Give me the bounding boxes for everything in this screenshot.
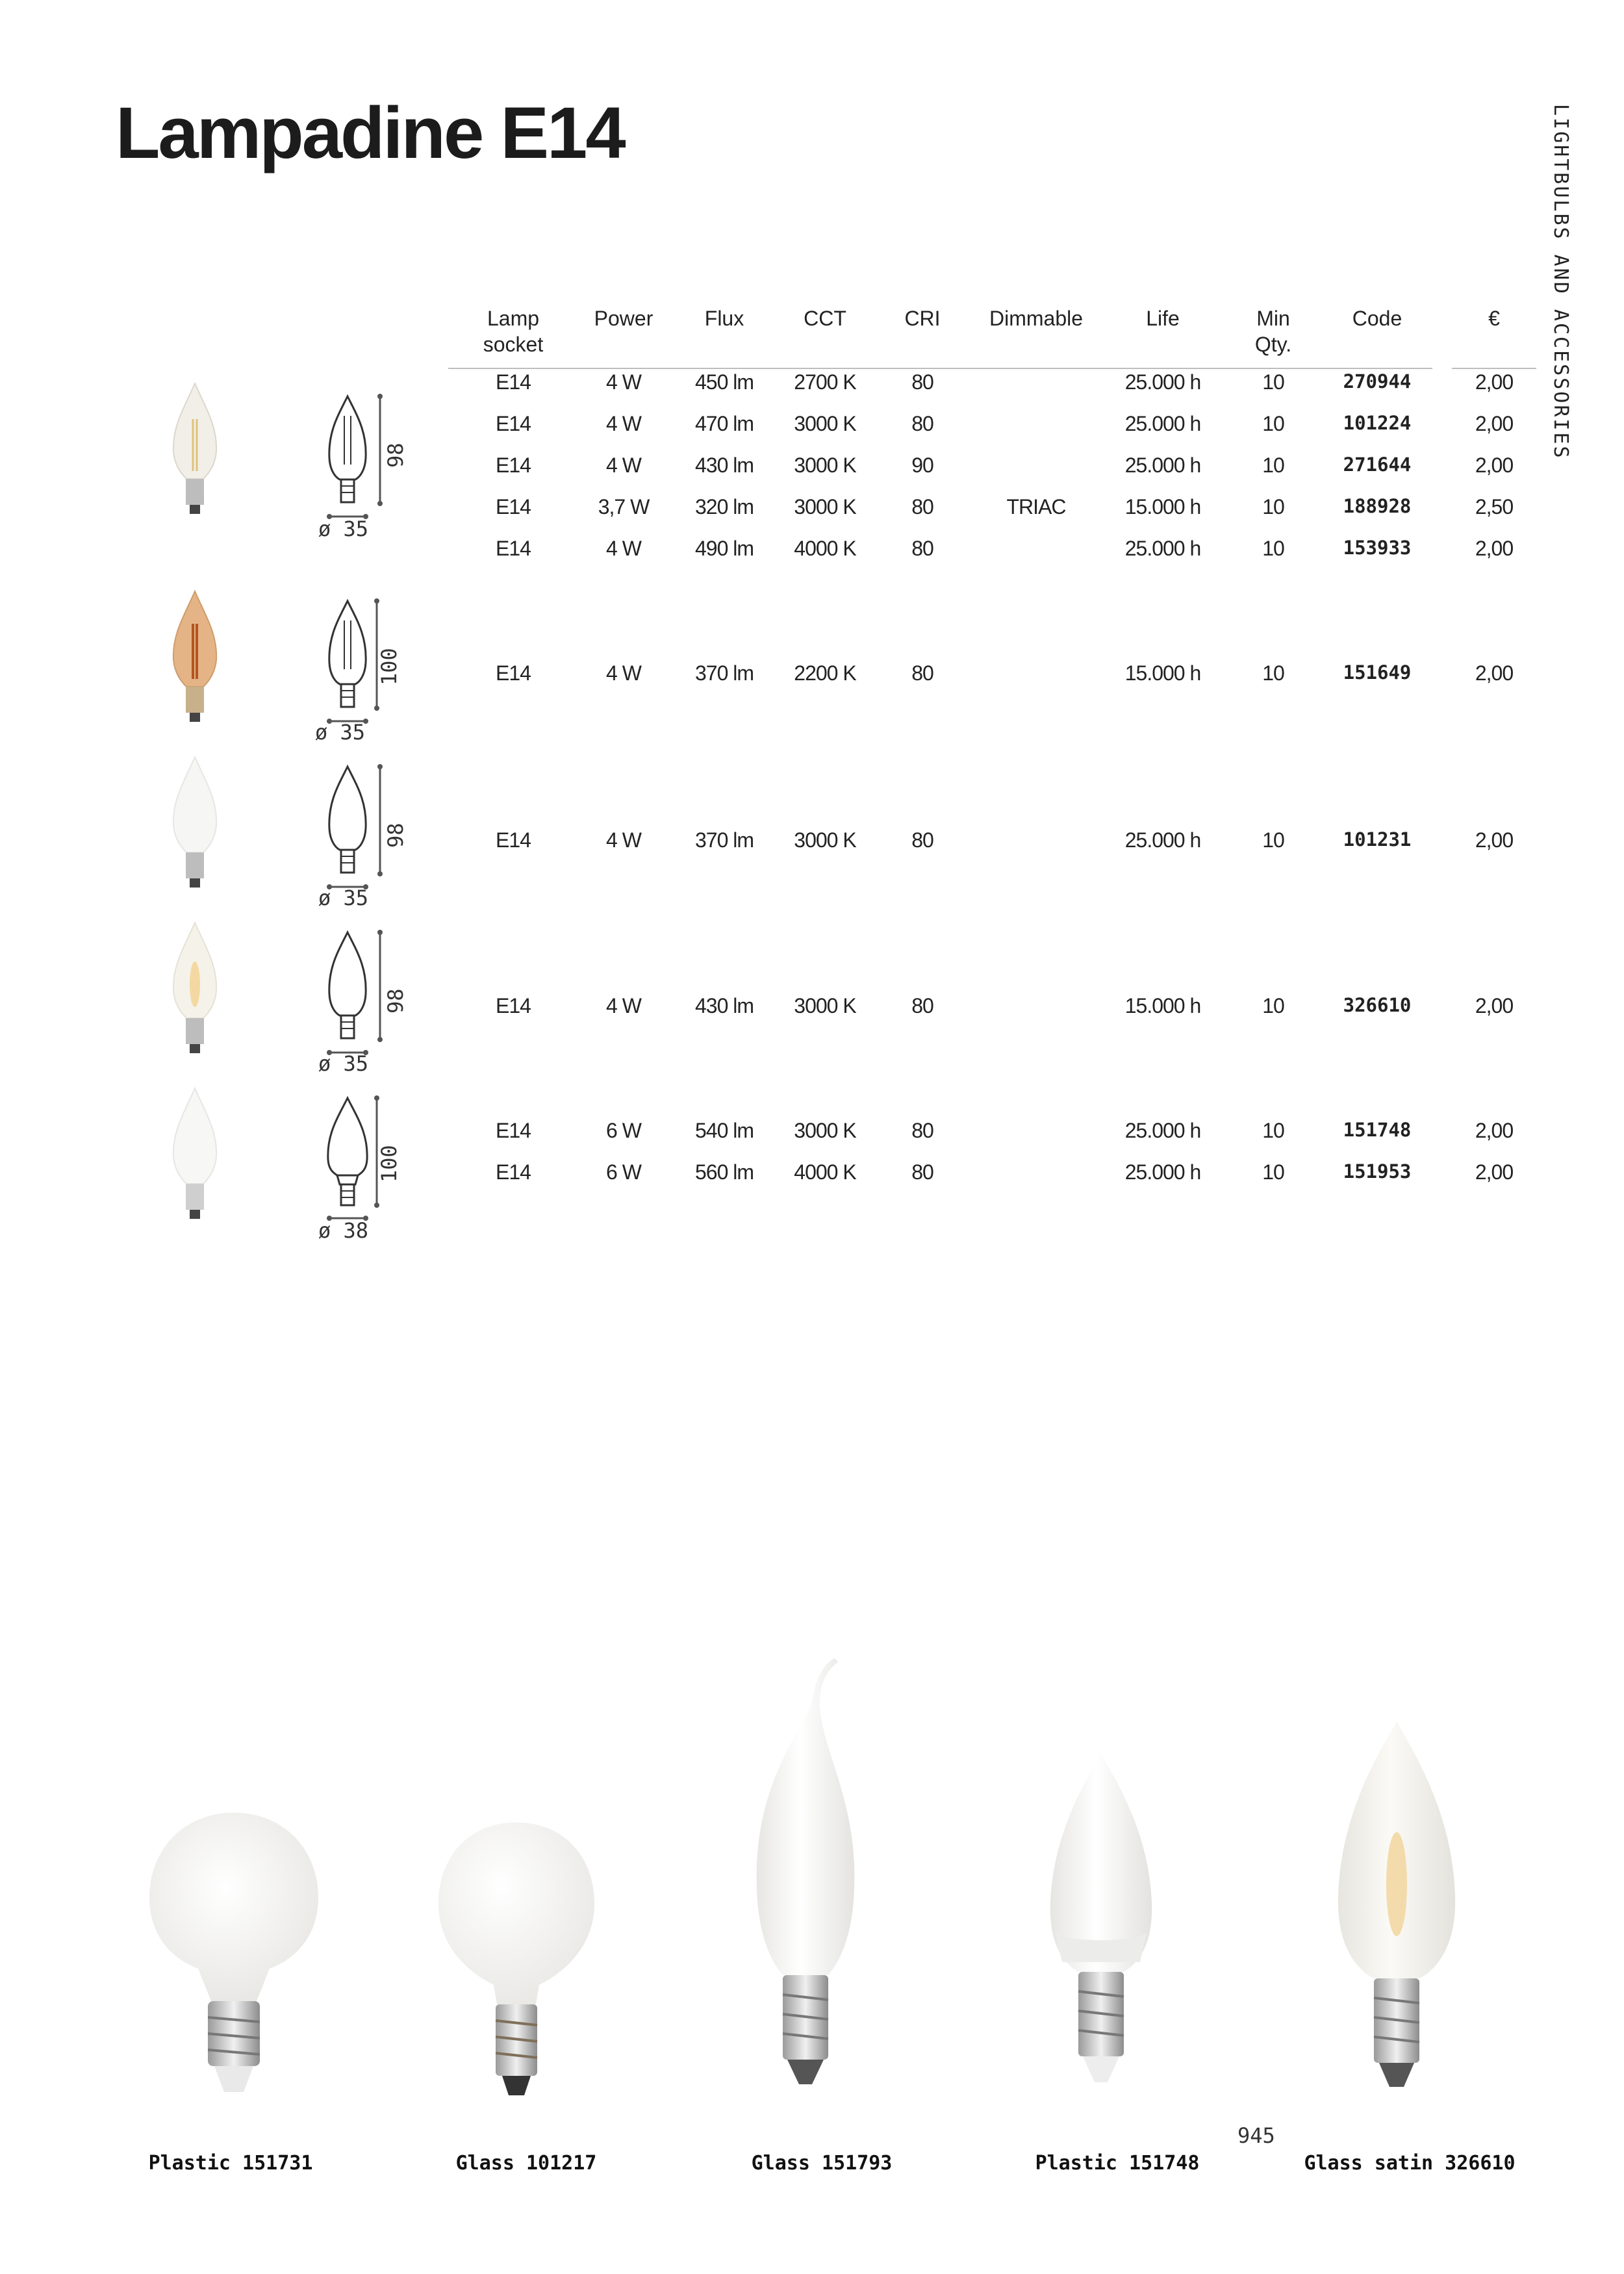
cell-cri: 80: [911, 495, 933, 518]
cell-flux: 320 lm: [694, 495, 754, 518]
cell-flux: 540 lm: [694, 1119, 754, 1142]
cell-power: 4 W: [606, 828, 641, 852]
cell-cri: 80: [911, 1160, 933, 1184]
cell-life: 25.000 h: [1124, 537, 1201, 560]
page-title: Lampadine E14: [116, 92, 624, 173]
caption-plastic-151748: Plastic 151748: [1035, 2152, 1200, 2175]
header-price: €: [1488, 307, 1500, 330]
cell-dimmable: TRIAC: [1006, 495, 1066, 518]
cell-flux: 560 lm: [694, 1160, 754, 1184]
cell-cri: 80: [911, 828, 933, 852]
cell-price: 2,00: [1475, 1119, 1514, 1142]
cell-price: 2,00: [1475, 994, 1514, 1017]
header-minqty: Min Qty.: [1254, 307, 1292, 356]
header-flux: Flux: [704, 307, 744, 330]
cell-life: 15.000 h: [1124, 495, 1201, 518]
cell-cri: 80: [911, 1119, 933, 1142]
cell-cri: 80: [911, 994, 933, 1017]
cell-socket: E14: [496, 412, 531, 435]
cell-socket: E14: [496, 537, 531, 560]
diameter-label-3: ø 35: [318, 886, 369, 910]
cell-life: 25.000 h: [1124, 1119, 1201, 1142]
bulb-photo-glass-globe: [432, 1816, 601, 2128]
section-side-label: LIGHTBULBS AND ACCESSORIES: [1549, 104, 1572, 460]
bulb-photo-milky: [166, 754, 224, 893]
caption-plastic-151731: Plastic 151731: [148, 2152, 313, 2175]
cell-power: 4 W: [606, 994, 641, 1017]
cell-minqty: 10: [1262, 1119, 1284, 1142]
cell-flux: 370 lm: [694, 828, 754, 852]
cell-minqty: 10: [1262, 828, 1284, 852]
cell-flux: 450 lm: [694, 370, 754, 394]
cell-price: 2,00: [1475, 661, 1514, 685]
drawing-candle-filament-1: [322, 393, 393, 523]
diameter-label-1: ø 35: [318, 517, 369, 541]
bulb-photo-candle-plastic: [1043, 1748, 1160, 2131]
cell-price: 2,00: [1475, 1160, 1514, 1184]
caption-glass-101217: Glass 101217: [455, 2152, 597, 2175]
cell-code: 101231: [1343, 828, 1412, 850]
cell-code: 188928: [1343, 495, 1412, 517]
bulb-photo-satin: [166, 919, 224, 1059]
cell-cct: 3000 K: [794, 828, 856, 852]
bulb-photo-flame-tip: [747, 1650, 864, 2131]
header-dimmable: Dimmable: [989, 307, 1084, 330]
cell-socket: E14: [496, 454, 531, 477]
cell-life: 25.000 h: [1124, 412, 1201, 435]
cell-socket: E14: [496, 1160, 531, 1184]
header-socket: Lamp socket: [483, 307, 544, 356]
caption-glass-151793: Glass 151793: [751, 2152, 893, 2175]
header-rule-price: [1452, 368, 1536, 369]
cell-minqty: 10: [1262, 370, 1284, 394]
cell-flux: 370 lm: [694, 661, 754, 685]
cell-power: 4 W: [606, 370, 641, 394]
diameter-label-5: ø 38: [318, 1218, 369, 1243]
cell-code: 151649: [1343, 661, 1412, 683]
cell-flux: 430 lm: [694, 994, 754, 1017]
cell-minqty: 10: [1262, 412, 1284, 435]
height-label-2: 100: [377, 648, 401, 685]
cell-price: 2,00: [1475, 537, 1514, 560]
cell-flux: 430 lm: [694, 454, 754, 477]
cell-minqty: 10: [1262, 661, 1284, 685]
cell-code: 270944: [1343, 370, 1412, 392]
cell-power: 4 W: [606, 454, 641, 477]
cell-cct: 2200 K: [794, 661, 856, 685]
header-life: Life: [1146, 307, 1180, 330]
cell-flux: 490 lm: [694, 537, 754, 560]
page-number: 945: [1237, 2123, 1275, 2148]
cell-price: 2,50: [1475, 495, 1514, 518]
cell-cct: 3000 K: [794, 1119, 856, 1142]
cell-socket: E14: [496, 661, 531, 685]
cell-code: 151748: [1343, 1119, 1412, 1141]
cell-code: 151953: [1343, 1160, 1412, 1182]
cell-code: 326610: [1343, 994, 1412, 1016]
cell-cct: 3000 K: [794, 994, 856, 1017]
height-label-3: 98: [383, 823, 408, 848]
cell-cri: 80: [911, 661, 933, 685]
cell-socket: E14: [496, 994, 531, 1017]
cell-minqty: 10: [1262, 454, 1284, 477]
cell-life: 25.000 h: [1124, 370, 1201, 394]
cell-cct: 3000 K: [794, 495, 856, 518]
cell-cri: 90: [911, 454, 933, 477]
cell-code: 101224: [1343, 412, 1412, 434]
cell-price: 2,00: [1475, 828, 1514, 852]
header-rule: [448, 368, 1432, 369]
cell-life: 25.000 h: [1124, 454, 1201, 477]
cell-life: 25.000 h: [1124, 828, 1201, 852]
cell-cct: 4000 K: [794, 537, 856, 560]
header-cct: CCT: [804, 307, 846, 330]
cell-power: 3,7 W: [598, 495, 650, 518]
cell-price: 2,00: [1475, 454, 1514, 477]
caption-glass-satin-326610: Glass satin 326610: [1304, 2152, 1516, 2175]
cell-cri: 80: [911, 412, 933, 435]
cell-cct: 4000 K: [794, 1160, 856, 1184]
cell-flux: 470 lm: [694, 412, 754, 435]
bulb-photo-filament-amber: [166, 588, 224, 728]
cell-power: 6 W: [606, 1119, 641, 1142]
diameter-label-4: ø 35: [318, 1051, 369, 1076]
diameter-label-2: ø 35: [315, 720, 366, 745]
bulb-photo-plastic: [166, 1085, 224, 1225]
cell-power: 4 W: [606, 537, 641, 560]
header-code: Code: [1352, 307, 1402, 330]
cell-code: 153933: [1343, 537, 1412, 559]
cell-life: 15.000 h: [1124, 994, 1201, 1017]
cell-price: 2,00: [1475, 412, 1514, 435]
cell-power: 6 W: [606, 1160, 641, 1184]
cell-cct: 2700 K: [794, 370, 856, 394]
cell-cct: 3000 K: [794, 454, 856, 477]
cell-minqty: 10: [1262, 537, 1284, 560]
cell-minqty: 10: [1262, 994, 1284, 1017]
cell-power: 4 W: [606, 412, 641, 435]
cell-price: 2,00: [1475, 370, 1514, 394]
cell-power: 4 W: [606, 661, 641, 685]
drawing-candle-milky: [322, 763, 393, 893]
cell-socket: E14: [496, 828, 531, 852]
cell-cri: 80: [911, 537, 933, 560]
bulb-photo-filament-clear: [166, 380, 224, 520]
cell-socket: E14: [496, 370, 531, 394]
drawing-candle-satin: [322, 929, 393, 1059]
cell-life: 25.000 h: [1124, 1160, 1201, 1184]
height-label-4: 98: [383, 988, 408, 1014]
header-cri: CRI: [904, 307, 941, 330]
cell-minqty: 10: [1262, 495, 1284, 518]
cell-socket: E14: [496, 1119, 531, 1142]
height-label-5: 100: [377, 1145, 401, 1182]
bulb-photo-candle-satin: [1328, 1715, 1465, 2131]
cell-cct: 3000 K: [794, 412, 856, 435]
cell-code: 271644: [1343, 454, 1412, 476]
cell-minqty: 10: [1262, 1160, 1284, 1184]
header-power: Power: [594, 307, 653, 330]
cell-cri: 80: [911, 370, 933, 394]
cell-life: 15.000 h: [1124, 661, 1201, 685]
bulb-photo-plastic-globe: [143, 1806, 325, 2118]
cell-socket: E14: [496, 495, 531, 518]
height-label-1: 98: [383, 442, 408, 468]
